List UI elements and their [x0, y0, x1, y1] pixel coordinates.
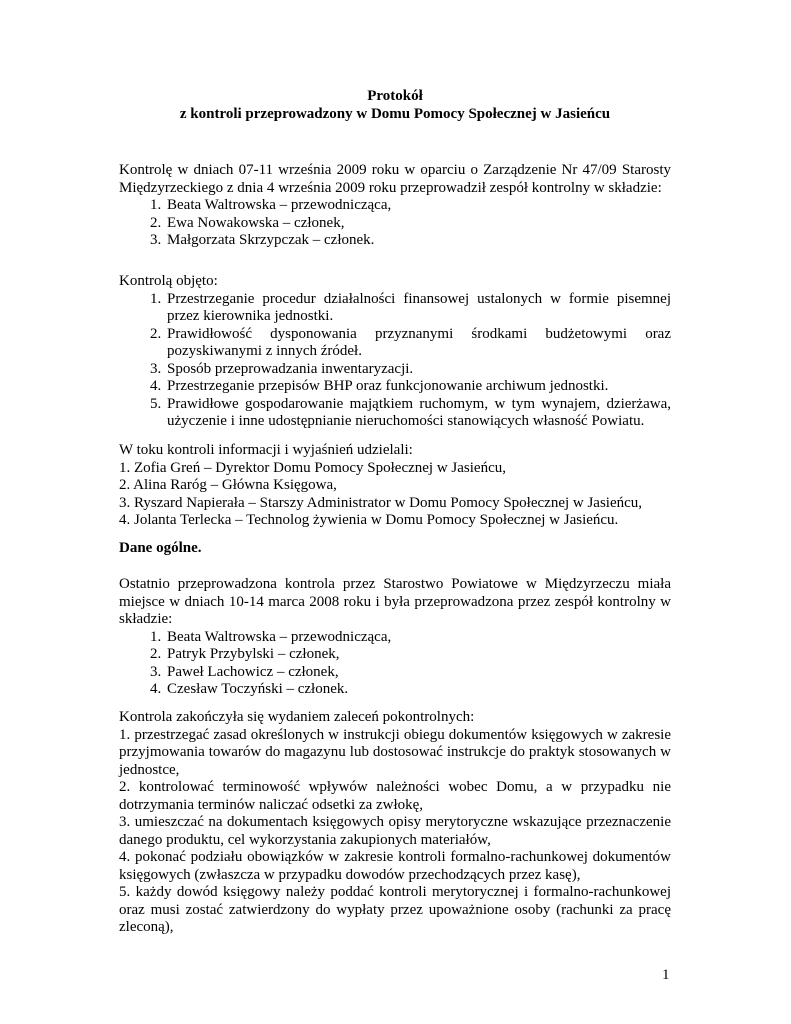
general-team-list	[119, 629, 671, 699]
recommendations-heading: Kontrola zakończyła się wydaniem zaleceń pokontrolnych:	[119, 709, 475, 725]
list-item: 1. przestrzegać zasad określonych w instrukcji obiegu dokumentów księgowych w zakresie przyjmowania towarów do magazynu lub dostosować instrukcje do praktyk stosowanych w jednostce,	[119, 726, 671, 778]
general-section	[119, 540, 671, 558]
recommendations-section	[119, 709, 671, 937]
list-item: 5. Prawidłowe gospodarowanie majątkiem ruchomym, w tym wynajem, dzierżawa, użyczenie i inne udostępnianie nieruchomości stanowiących własność Powiatu.	[165, 396, 671, 431]
list-item: 4. pokonać podziału obowiązków w zakresie kontroli formalno-rachunkowej dokumentów księgowych (zwłaszcza w przypadku dowodów przechodzących przez kasę),	[119, 849, 671, 883]
list-item: 2. kontrolować terminowość wpływów należności wobec Domu, a w przypadku nie dotrzymania terminów naliczać odsetki za zwłokę,	[119, 779, 671, 813]
list-item: 5. każdy dowód księgowy należy poddać kontroli merytorycznej i formalno-rachunkowej oraz musi zostać zatwierdzony do wypłaty przez upoważnione osoby (rachunki za pracę zleconą),	[119, 884, 671, 935]
list-item: 2. Patryk Przybylski – członek,	[165, 646, 671, 664]
list-item: 3. Małgorzata Skrzypczak – członek.	[165, 232, 671, 250]
intro-section	[119, 162, 671, 250]
info-section	[119, 442, 671, 530]
intro-paragraph: Kontrolę w dniach 07-11 września 2009 roku w oparciu o Zarządzenie Nr 47/09 Starosty Międzyrzeckiego z dnia 4 września 2009 roku przeprowadził zespół kontrolny w składzie:	[119, 162, 671, 196]
scope-heading: Kontrolą objęto:	[119, 273, 218, 289]
info-list	[119, 460, 671, 530]
general-paragraph: Ostatnio przeprowadzona kontrola przez Starostwo Powiatowe w Międzyrzeczu miała miejsce w dniach 10-14 marca 2008 roku i była przeprowadzona przez zespół kontrolny w składzie:	[119, 576, 671, 627]
list-item: 4. Czesław Toczyński – członek.	[165, 681, 671, 699]
list-item: 4. Jolanta Terlecka – Technolog żywienia w Domu Pomocy Społecznej w Jasieńcu.	[119, 512, 619, 528]
list-item: 2. Ewa Nowakowska – członek,	[165, 215, 671, 233]
title-line-2: z kontroli przeprowadzony w Domu Pomocy Społecznej w Jasieńcu	[179, 106, 611, 122]
list-item: 3. Ryszard Napierała – Starszy Administrator w Domu Pomocy Społecznej w Jasieńcu,	[119, 494, 643, 511]
info-heading: W toku kontroli informacji i wyjaśnień udzielali:	[119, 442, 413, 458]
list-item: 1. Przestrzeganie procedur działalności finansowej ustalonych w formie pisemnej przez kierownika jednostki.	[165, 291, 671, 326]
list-item: 3. Paweł Lachowicz – członek,	[165, 664, 671, 682]
list-item: 3. umieszczać na dokumentach księgowych opisy merytoryczne wskazujące przeznaczenie danego produktu, cel wykorzystania zakupionych materiałów,	[119, 814, 671, 848]
list-item: 2. Prawidłowość dysponowania przyznanymi środkami budżetowymi oraz pozyskiwanymi z innych źródeł.	[165, 326, 671, 361]
list-item: 1. Beata Waltrowska – przewodnicząca,	[165, 197, 671, 215]
document-title	[119, 88, 671, 124]
recommendations-list	[119, 727, 671, 937]
title-line-1: Protokół	[367, 88, 423, 104]
page-number: 1	[662, 967, 670, 983]
intro-team-list	[119, 197, 671, 250]
general-heading: Dane ogólne.	[119, 540, 202, 556]
list-item: 1. Zofia Greń – Dyrektor Domu Pomocy Społecznej w Jasieńcu,	[119, 459, 506, 476]
list-item: 1. Beata Waltrowska – przewodnicząca,	[165, 629, 671, 647]
scope-section	[119, 273, 671, 431]
list-item: 2. Alina Raróg – Główna Księgowa,	[119, 477, 337, 493]
scope-list	[119, 291, 671, 431]
list-item: 3. Sposób przeprowadzania inwentaryzacji.	[165, 361, 671, 379]
general-body	[119, 576, 671, 699]
list-item: 4. Przestrzeganie przepisów BHP oraz funkcjonowanie archiwum jednostki.	[165, 378, 671, 396]
